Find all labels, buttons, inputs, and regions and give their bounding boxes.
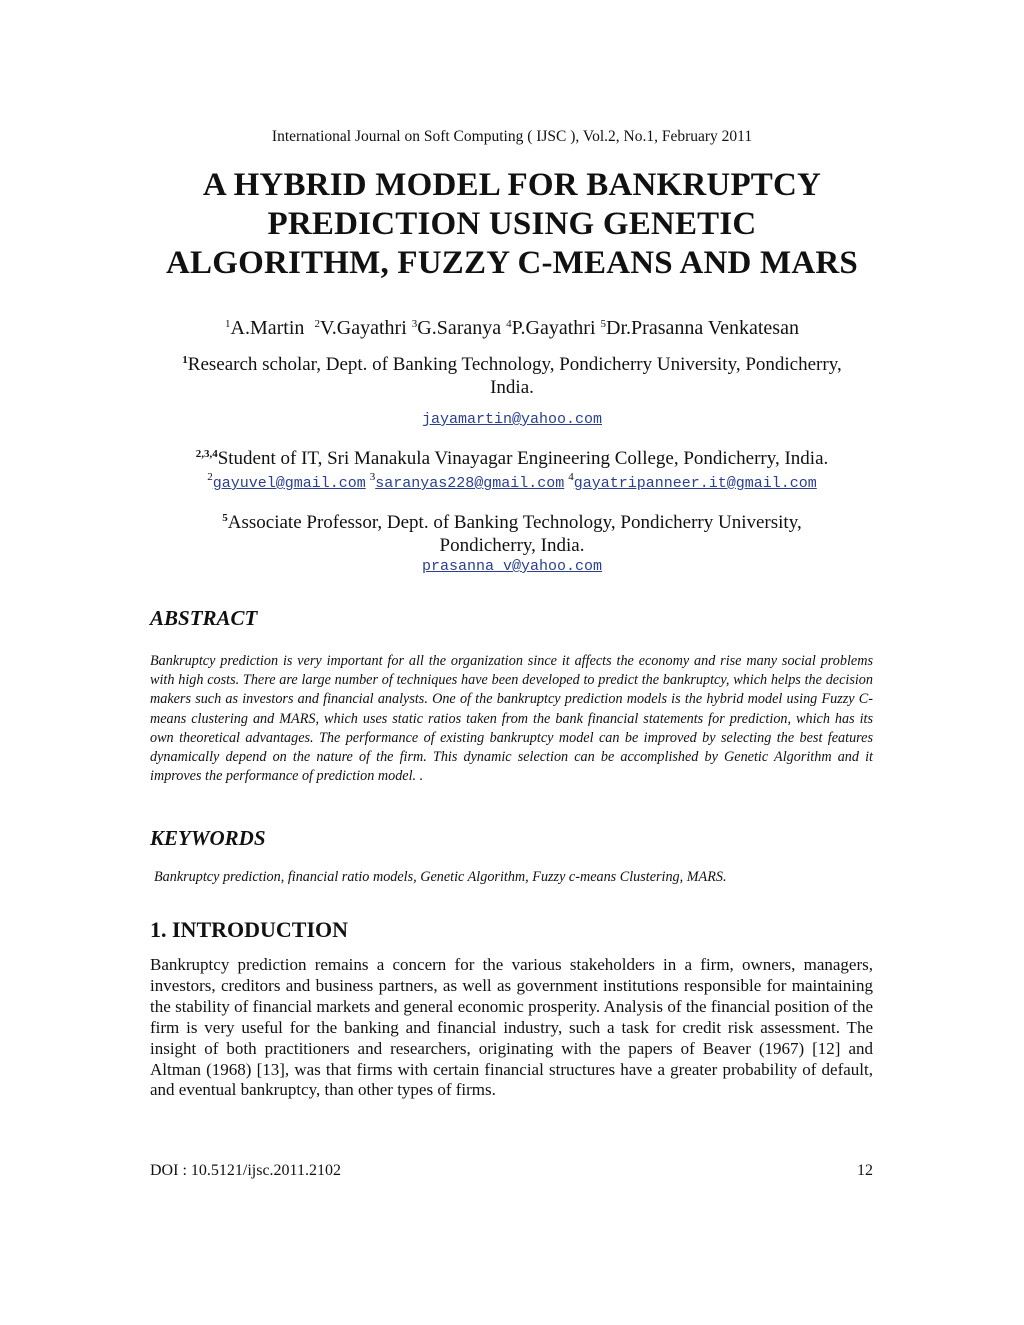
affiliation-text: Pondicherry, India.: [439, 535, 585, 556]
affiliation-text: Student of IT, Sri Manakula Vinayagar Engineering College, Pondicherry, India.: [217, 448, 829, 469]
author-name: Dr.Prasanna Venkatesan: [606, 317, 799, 339]
email-row: [0, 410, 1024, 428]
doi: DOI : 10.5121/ijsc.2011.2102: [150, 1162, 341, 1179]
paper-title: [120, 166, 904, 283]
author-sup: 4: [506, 318, 512, 330]
author-sup: 1: [225, 318, 231, 330]
affiliation-sup: 5: [222, 512, 228, 524]
title-line: PREDICTION USING GENETIC: [267, 206, 757, 242]
title-line: ALGORITHM, FUZZY C-MEANS AND MARS: [166, 245, 858, 281]
affiliation-sup: 1: [182, 354, 188, 366]
email-row: [0, 557, 1024, 575]
email-link[interactable]: gayuvel@gmail.com: [212, 475, 366, 492]
affiliation-text: Research scholar, Dept. of Banking Technology, Pondicherry University, Pondicherry,: [187, 354, 842, 375]
abstract-heading: ABSTRACT: [150, 606, 258, 630]
abstract-body: Bankruptcy prediction is very important for all the organization since it affects the economy and rise many social problems with high costs. There are large number of techniques have been developed to predict the bankruptcy, which helps the decision makers such as investors and financial analysts. One of the bankruptcy prediction models is the hybrid model using Fuzzy C-means clustering and MARS, which uses static ratios taken from the bank financial statements for prediction, which has its own theoretical advantages. The performance of existing bankruptcy model can be improved by selecting the best features dynamically depend on the nature of the firm. This dynamic selection can be accomplished by Genetic Algorithm and it improves the performance of prediction model. .: [150, 653, 873, 785]
author-sup: 5: [600, 318, 607, 330]
author-sup: 2: [314, 318, 320, 330]
author-name: V.Gayathri: [319, 317, 407, 339]
author-name: A.Martin: [230, 317, 305, 339]
email-sup: 4: [568, 471, 574, 483]
introduction-heading: 1. INTRODUCTION: [150, 917, 349, 942]
affiliation-1: [0, 353, 1024, 399]
email-link[interactable]: saranyas228@gmail.com: [375, 475, 565, 492]
email-sup: 2: [207, 471, 213, 483]
journal-header: International Journal on Soft Computing ( IJSC ), Vol.2, No.1, February 2011: [271, 128, 753, 145]
introduction-body: Bankruptcy prediction remains a concern for the various stakeholders in a firm, owners, managers, investors, creditors and business partners, as well as government institutions responsible for maintaining the stability of financial markets and general economic prosperity. Analysis of the financial position of the firm is very useful for the banking and financial industry, such a task for credit risk assessment. The insight of both practitioners and researchers, originating with the papers of Beaver (1967) [12] and Altman (1968) [13], was that firms with certain financial structures have a greater probability of default, and eventual bankruptcy, than other types of firms.: [150, 955, 873, 1100]
email-link[interactable]: jayamartin@yahoo.com: [421, 411, 603, 428]
keywords-heading: KEYWORDS: [150, 826, 266, 850]
email-link[interactable]: gayatripanneer.it@gmail.com: [573, 475, 817, 492]
author-sup: 3: [411, 318, 418, 330]
affiliation-sup: 2,3,4: [195, 448, 218, 460]
affiliation-text: India.: [490, 377, 534, 398]
author-name: P.Gayathri: [511, 317, 596, 339]
page-number: 12: [857, 1162, 873, 1179]
title-line: A HYBRID MODEL FOR BANKRUPTCY: [202, 167, 822, 203]
email-link[interactable]: prasanna_v@yahoo.com: [421, 558, 603, 575]
keywords-body: Bankruptcy prediction, financial ratio models, Genetic Algorithm, Fuzzy c-means Clustering, MARS.: [154, 869, 727, 885]
email-row: [0, 471, 1024, 492]
author-list: [0, 317, 1024, 340]
affiliation-3: [0, 511, 1024, 557]
affiliation-2: [0, 447, 1024, 470]
author-name: G.Saranya: [417, 317, 502, 339]
email-sup: 3: [369, 471, 376, 483]
affiliation-text: Associate Professor, Dept. of Banking Technology, Pondicherry University,: [227, 512, 802, 533]
